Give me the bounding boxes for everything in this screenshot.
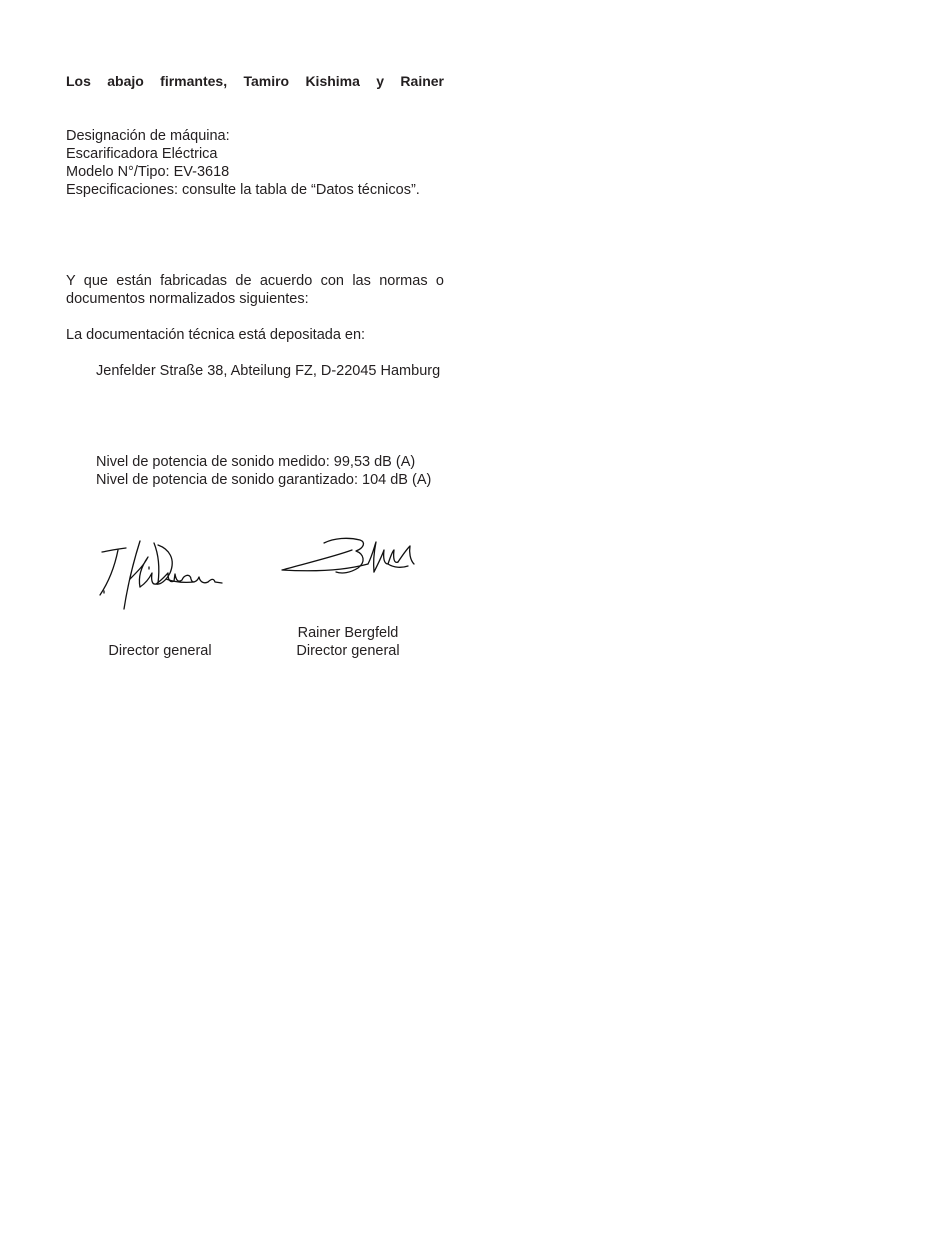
docs-address: Jenfelder Straße 38, Abteilung FZ, D-22045 Hamburg xyxy=(96,363,441,379)
signer-bergfeld-title: Director general xyxy=(296,643,400,659)
signature-bergfeld xyxy=(276,534,421,584)
signer-bergfeld xyxy=(268,624,428,660)
norms-paragraph: Y que están fabricadas de acuerdo con las normas o documentos normalizados siguientes: xyxy=(66,273,444,307)
sound-guaranteed: Nivel de potencia de sonido garantizado: 104 dB (A) xyxy=(96,472,432,488)
signer-kishima-title: Director general xyxy=(108,643,212,659)
machine-specs: Especificaciones: consulte la tabla de “Datos técnicos”. xyxy=(66,182,420,198)
sound-levels xyxy=(96,453,496,489)
machine-designation-label: Designación de máquina: xyxy=(66,128,230,144)
signer-bergfeld-name: Rainer Bergfeld xyxy=(297,625,399,641)
machine-model: Modelo N°/Tipo: EV-3618 xyxy=(66,164,230,180)
signer-kishima xyxy=(90,642,230,660)
declaration-heading: Los abajo firmantes, Tamiro Kishima y Rainer xyxy=(66,73,444,89)
machine-info xyxy=(66,127,444,199)
machine-name: Escarificadora Eléctrica xyxy=(66,146,218,162)
signature-kishima xyxy=(94,535,226,613)
docs-location-label: La documentación técnica está depositada en: xyxy=(66,327,366,343)
sound-measured: Nivel de potencia de sonido medido: 99,53 dB (A) xyxy=(96,454,416,470)
